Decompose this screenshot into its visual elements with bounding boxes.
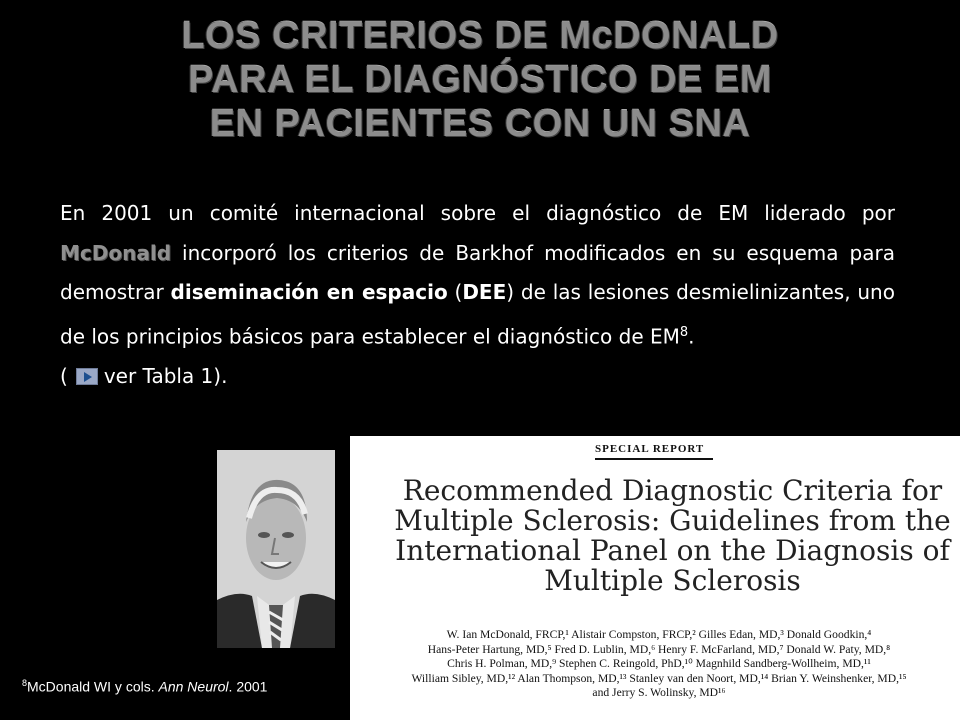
authors-line-1: W. Ian McDonald, FRCP,¹ Alistair Compston, FRCP,² Gilles Edan, MD,³ Donald Goodkin,⁴ (446, 628, 872, 641)
footnote-year: . 2001 (228, 678, 268, 695)
body-text-2: incorporó los criterios de Barkhof modificados en su esquema para demostrar (60, 240, 895, 304)
portrait-illustration (217, 450, 335, 648)
authors-line-2: Hans-Peter Hartung, MD,⁵ Fred D. Lublin, MD,⁶ Henry F. McFarland, MD,⁷ Donald W. Paty, MD,⁸ (427, 642, 891, 656)
report-authors (360, 628, 958, 701)
body-text-3: ( (447, 280, 463, 304)
report-rule (595, 458, 713, 460)
footnote-number: 8 (22, 678, 28, 688)
body-text-4: ) de las lesiones desmielinizantes, uno de los principios básicos para establecer el diagnóstico de EM (60, 280, 895, 349)
body-text-5: . (688, 324, 695, 349)
title-line-2: PARA EL DIAGNÓSTICO DE EM (188, 59, 772, 101)
bold-term-dee: diseminación en espacio (170, 280, 448, 304)
footnote-reference (22, 678, 267, 695)
table-link-text[interactable]: ver Tabla 1). (103, 363, 228, 388)
special-report-image (350, 436, 960, 720)
mcdonald-highlight: McDonald (60, 240, 172, 265)
title-line-3: EN PACIENTES CON UN SNA (209, 103, 751, 145)
play-arrow-icon[interactable] (76, 368, 98, 385)
reference-superscript: 8 (679, 324, 689, 340)
authors-line-4: William Sibley, MD,¹² Alan Thompson, MD,¹³ Stanley van den Noort, MD,¹⁴ Brian Y. Weinshenker, MD,¹⁵ (411, 671, 907, 685)
body-text-1: En 2001 un comité internacional sobre el diagnóstico de EM liderado por (60, 201, 895, 225)
authors-line-5: and Jerry S. Wolinsky, MD¹⁶ (592, 686, 726, 699)
body-paragraph (60, 194, 895, 396)
title-line-1: LOS CRITERIOS DE McDONALD (181, 15, 779, 57)
bold-abbrev-dee: DEE (462, 280, 507, 304)
link-open-paren: ( (60, 363, 68, 388)
authors-line-3: Chris H. Polman, MD,⁹ Stephen C. Reingold, PhD,¹⁰ Magnhild Sandberg-Wollheim, MD,¹¹ (447, 657, 871, 670)
slide-title (0, 14, 960, 146)
report-title: Recommended Diagnostic Criteria for Multiple Sclerosis: Guidelines from the International Panel on the Diagnosis of Multiple Sclerosis (394, 474, 951, 597)
portrait-photo (217, 450, 335, 648)
footnote-journal: Ann Neurol (158, 678, 229, 695)
footnote-authors: McDonald WI y cols. (27, 678, 159, 695)
report-label: SPECIAL REPORT (595, 443, 705, 455)
